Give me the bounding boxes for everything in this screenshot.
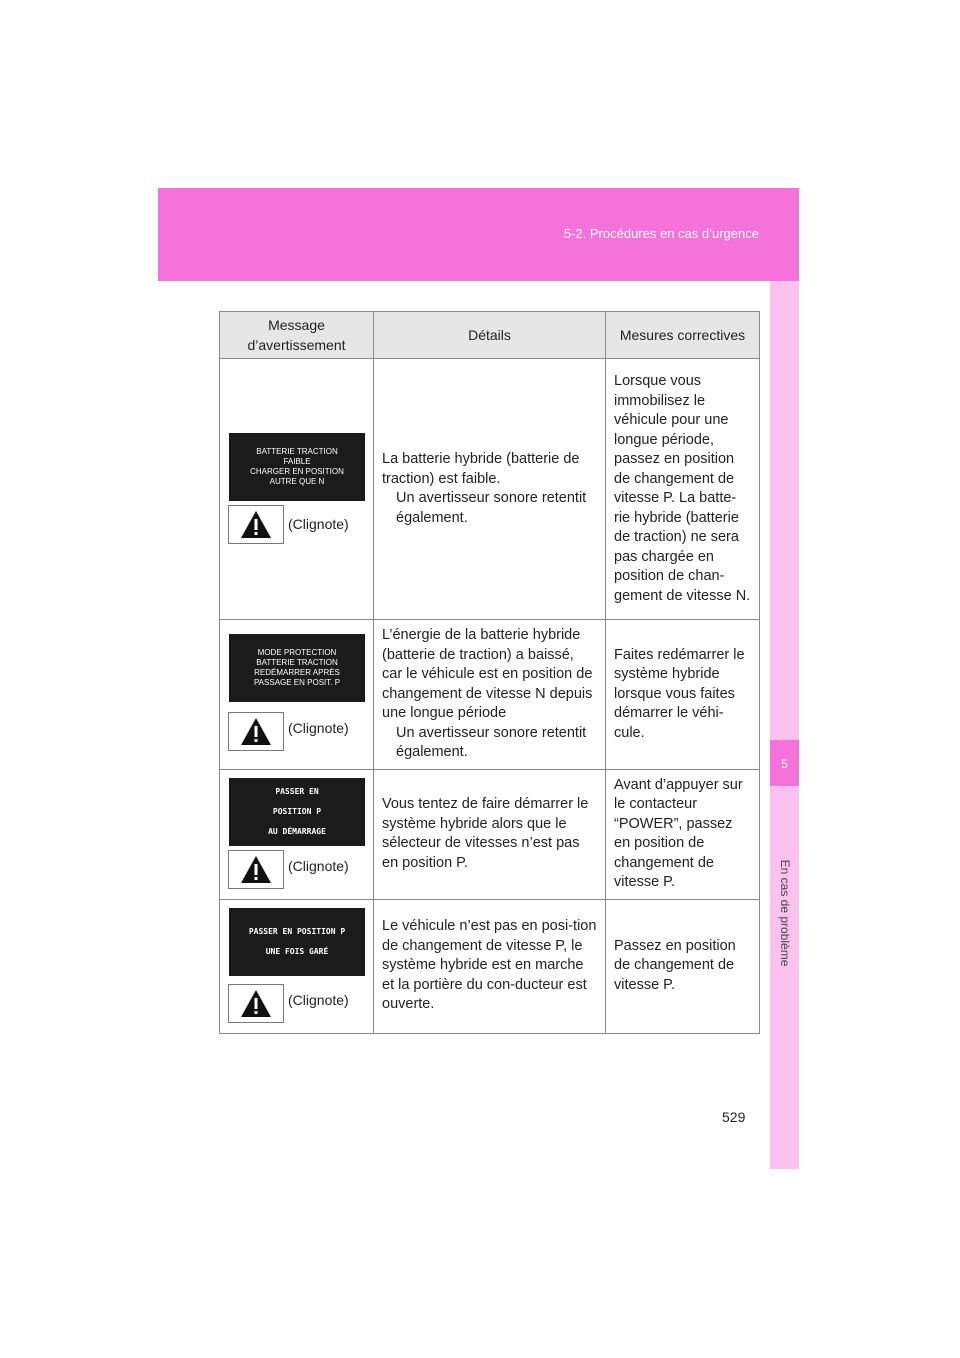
message-cell [220,620,374,770]
message-cell [220,769,374,899]
display-line: BATTERIE TRACTION [256,658,338,667]
display-line: AUTRE QUE N [269,477,325,486]
display-line: UNE FOIS GARÉ [265,946,329,956]
blink-label: (Clignote) [288,516,349,532]
display-screen [229,433,365,501]
header-band [158,188,799,281]
table-row [220,769,760,899]
details-cell [374,359,606,620]
details-text: La batterie hybride (batterie de traction) est faible. [382,451,580,487]
action-text: Faites redémarrer le système hybride lorsque vous faites démarrer le véhi-cule. [614,646,745,741]
action-text: Avant d’appuyer sur le contacteur “POWER”, passez en position de changement de vitesse P. [614,776,743,890]
table-row [220,620,760,770]
action-cell [606,620,760,770]
table-header-row [220,312,760,359]
details-subtext: Un avertisseur sonore retentit également. [396,724,587,760]
chapter-label [770,798,799,1028]
blink-label: (Clignote) [288,991,349,1008]
warning-box [228,712,284,751]
display-line: PASSER EN POSITION P [248,926,346,936]
blink-label: (Clignote) [288,720,349,736]
details-subtext: Un avertisseur sonore retentit également. [396,490,587,526]
warning-triangle-icon [240,989,272,1018]
action-cell [606,769,760,899]
display-screen [229,634,365,702]
header-details: Détails [374,312,606,359]
details-cell [374,899,606,1033]
display-line: MODE PROTECTION [257,648,337,657]
details-text: Le véhicule n’est pas en posi-tion de changement de vitesse P, le système hybride est en marche et la portière du con-ducteur est ouverte. [382,918,597,1013]
section-title: 5-2. Procédures en cas d’urgence [563,226,759,241]
details-text: L’énergie de la batterie hybride (batterie de traction) a baissé, car le véhicule est en position de changement de vitesse N depuis une longue période [382,627,593,721]
display-line: PASSER EN [275,786,319,796]
display-screen [229,778,365,846]
chapter-number: 5 [781,757,788,771]
chapter-tab [770,740,799,786]
display-line: POSITION P [272,806,322,816]
header-actions: Mesures correctives [606,312,760,359]
display-line: AU DÉMARRAGE [268,826,326,836]
action-text: Lorsque vous immobilisez le véhicule pour une longue période, passez en position de changement de vitesse P. La batte-rie hybride (batterie de traction) ne sera pas chargée en position de chan-gement de vitesse N. [614,373,751,604]
display-line: PASSAGE EN POSIT. P [253,678,341,687]
action-cell [606,899,760,1033]
display-screen [229,908,365,976]
display-line: REDÉMARRER APRÈS [254,668,340,677]
warning-box [228,984,284,1023]
message-cell [220,899,374,1033]
warning-triangle-icon [240,855,272,884]
display-line: FAIBLE [283,457,311,466]
header-message: Message d’avertissement [220,312,374,359]
page-number: 529 [722,1109,746,1125]
chapter-side-strip [770,281,799,1169]
warning-box [228,505,284,544]
details-cell [374,769,606,899]
details-cell [374,620,606,770]
action-cell [606,359,760,620]
action-text: Passez en position de changement de vitesse P. [614,937,736,993]
details-text: Vous tentez de faire démarrer le système hybride alors que le sélecteur de vitesses n’est pas en position P. [382,796,589,871]
warning-triangle-icon [240,510,272,539]
blink-label: (Clignote) [288,857,349,874]
chapter-label-text: En cas de problème [777,859,792,967]
warning-box [228,850,284,889]
display-line: CHARGER EN POSITION [250,467,344,476]
message-cell [220,359,374,620]
warning-triangle-icon [240,717,272,746]
warning-message-table [219,311,760,1034]
display-line: BATTERIE TRACTION [256,447,338,456]
table-row [220,359,760,620]
table-row [220,899,760,1033]
